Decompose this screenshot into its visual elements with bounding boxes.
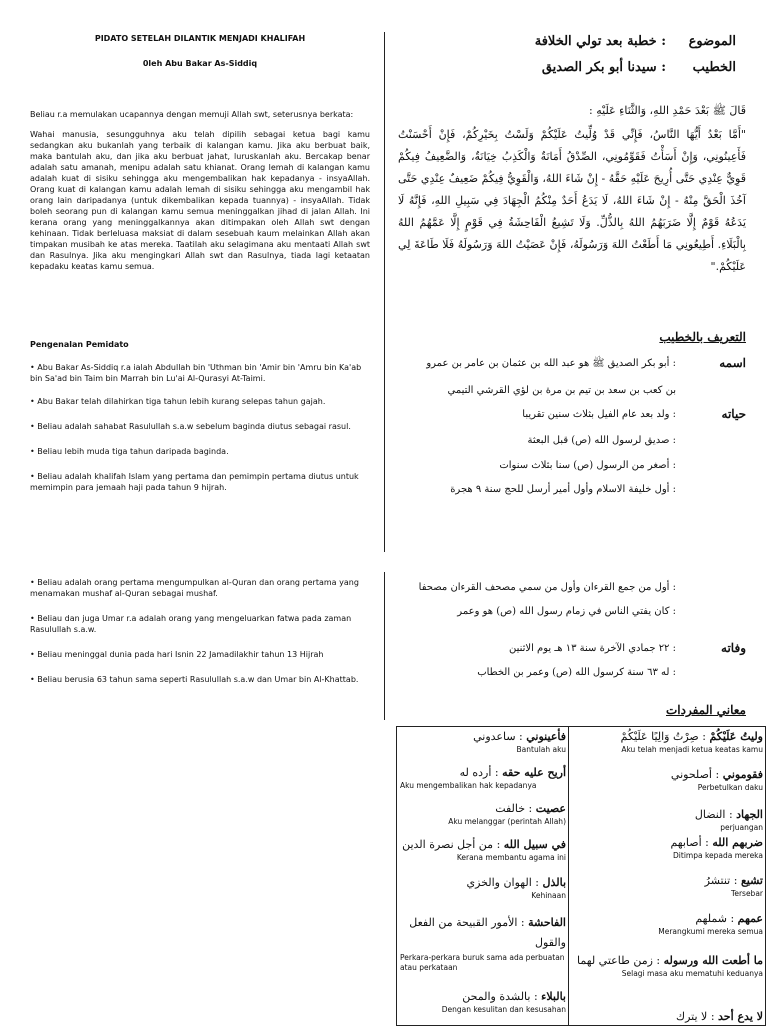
vocab-cell-right: ضربهم الله : أصابهم Ditimpa kepada mereka: [670, 836, 763, 860]
bio-more-line: : أول من جمع القرءان وأول من سمي مصحف القرءان مصحفا: [418, 582, 676, 593]
vocab-cell-right: فقوموني : أصلحوني Perbetulkan daku: [670, 768, 763, 792]
speech-author: 0leh Abu Bakar As-Siddiq: [142, 59, 258, 68]
more-bullet: • Beliau meninggal dunia pada hari Isnin 22 Jamadilakhir tahun 13 Hijrah: [30, 650, 324, 659]
column-divider-bottom: [384, 572, 385, 720]
vocab-cell-left: عصيت : خالفت Aku melanggar (perintah Allah): [448, 802, 566, 826]
more-bullet-list: [30, 577, 370, 691]
speech-text-arabic: "أَمَّا بَعْدُ أَيُّهَا النَّاسُ، فَإِنِّي قَدْ وُلِّيتُ عَلَيْكُمْ وَلَسْتُ بِخَيْرِكُمْ، فَإِنْ أَحْسَنْتُ فَأَعِينُونِي، وَإِنْ أَسَأْتُ فَقَوِّمُونِي، الصِّدْقُ أَمَانَةٌ وَالْكَذِبُ خِيَانَةٌ، وَالضَّعِيفُ فِيكُمْ قَوِيٌّ عِنْدِي حَتَّى أُرِيحَ عَلَيْهِ حَقَّهُ - إِنْ شَاءَ اللهُ، وَالْقَوِيُّ فِيكُمْ ضَعِيفٌ عِنْدِي حَتَّى آخُذَ الْحَقَّ مِنْهُ - إِنْ شَاءَ اللهُ، لَا يَدَعُ أَحَدٌ مِنْكُمُ الْجِهَادَ فِي سَبِيلِ اللهِ، فَإِنَّهُ لَا يَدَعُهُ قَوْمٌ إِلَّا ضَرَبَهُمُ اللهُ بِالذُّلِّ. وَلَا تَشِيعُ الْفَاحِشَةُ فِي قَوْمٍ إِلَّا عَمَّهُمُ اللهُ بِالْبَلَاءِ. أَطِيعُونِي مَا أَطَعْتُ اللهَ وَرَسُولَهُ، فَإِنْ عَصَيْتُ اللهَ وَرَسُولَهُ فَلَا طَاعَةَ لِي عَلَيْكُمْ.": [398, 128, 746, 273]
topic-label: الموضوع: [688, 34, 736, 49]
intro-bullet-list: [30, 362, 370, 499]
speech-text-malay: Wahai manusia, sesungguhnya aku telah dipilih sebagai ketua bagi kamu sedangkan aku bukanlah yang terbaik di kalangan kamu. Jika aku berbuat baik, maka bantulah aku, dan jika aku berbuat jahat, luruskanlah aku. Bercakap benar adalah satu amanah, menipu adalah satu khianat. Orang lemah di kalangan kamu adalah kuat di sisiku sehingga aku mengembalikan hak kepadanya - insyaAllah. Orang kuat di kalangan kamu adalah lemah di sisiku sehingga aku mengambil hak orang lain daripadanya (untuk dikembalikan kepada tuannya) - insyaAllah. Tidak boleh seorang pun di kalangan kamu semua meninggalkan jihad di jalan Allah. Ini kerana orang yang meninggalkannya akan ditimpakan oleh Allah swt dengan kehinaan. Tidak berleluasa maksiat di dalam sesebuah kaum melainkan Allah akan timpakan musibah ke atas mereka. Taatilah aku selagimana aku mentaati Allah swt dan Rasulnya. Jika aku mengingkari Allah swt dan Rasulnya, tiada lagi ketaatan kepadaku keatas kamu semua.: [30, 130, 370, 271]
quote-intro: قَالَ ﷺ بَعْدَ حَمْدِ اللهِ، وَالثَّنَاءِ عَلَيْهِ :: [589, 104, 746, 117]
bio-death-line: : ٢٢ جمادي الآخرة سنة ١٣ هـ يوم الاثنين: [508, 643, 676, 654]
more-bullet: • Beliau adalah orang pertama mengumpulkan al-Quran dan orang pertama yang menamakan mushaf al-Quran sebagai mushaf.: [30, 578, 359, 598]
vocab-cell-left: الفاحشة : الأمور القبيحة من الفعل والقول Perkara-perkara buruk sama ada perbuatan atau perkataan: [400, 916, 566, 972]
speech-title: PIDATO SETELAH DILANTIK MENJADI KHALIFAH: [94, 34, 306, 43]
bio-death-line: : له ٦٣ سنة كرسول الله (ص) وعمر بن الخطاب: [477, 667, 676, 678]
vocab-cell-right: ما أطعت الله ورسوله : زمن طاعتي لهما Selagi masa aku mematuhi keduanya: [577, 954, 763, 978]
bio-more-line: : كان يفتي الناس في زمام رسول الله (ص) هو وعمر: [457, 606, 676, 617]
more-bullet: • Beliau dan juga Umar r.a adalah orang yang mengeluarkan fatwa pada zaman Rasulullah s.a.w.: [30, 614, 352, 634]
bio-name-label: اسمه: [719, 356, 746, 370]
bio-heading: التعريف بالخطيب: [659, 330, 746, 344]
bio-death-label: وفاته: [721, 641, 746, 655]
bio-life-label: حياته: [721, 407, 746, 421]
intro-bullet: • Abu Bakar telah dilahirkan tiga tahun lebih kurang selepas tahun gajah.: [30, 397, 326, 406]
intro-heading: Pengenalan Pemidato: [30, 340, 129, 349]
vocab-cell-right: وليتُ عَلَيْكُمْ : صِرْتُ وَالِيًا عَلَيْكُمْ Aku telah menjadi ketua keatas kamu: [620, 730, 763, 754]
bio-life-line: : ولد بعد عام الفيل بثلاث سنين تقريبا: [522, 409, 676, 420]
vocab-cell-left: فأعينوني : ساعدوني Bantulah aku: [473, 730, 566, 754]
vocab-table-divider: [568, 727, 569, 1025]
vocab-cell-left: بالذل : الهوان والخزي Kehinaan: [466, 876, 566, 900]
bio-name-line: بن كعب بن سعد بن تيم بن مرة بن لؤي القرشي التيمي: [447, 385, 676, 396]
speaker-value: : سيدنا أبو بكر الصديق: [541, 60, 666, 75]
topic-value: : خطبة بعد تولي الخلافة: [534, 34, 666, 49]
speech-intro: Beliau r.a memulakan ucapannya dengan memuji Allah swt, seterusnya berkata:: [30, 110, 354, 119]
column-divider-top: [384, 32, 385, 552]
intro-bullet: • Beliau lebih muda tiga tahun daripada baginda.: [30, 447, 229, 456]
bio-life-line: : صديق لرسول الله (ص) قبل البعثة: [527, 435, 676, 446]
intro-bullet: • Abu Bakar As-Siddiq r.a ialah Abdullah bin 'Uthman bin 'Amir bin 'Amru bin Ka'ab bin Sa'ad bin Taim bin Marrah bin Lu'ai Al-Qurasyi At-Taimi.: [30, 363, 362, 383]
vocab-cell-left: في سبيل الله : من أجل نصرة الدين Kerana membantu agama ini: [402, 838, 566, 862]
vocab-cell-left: بالبلاء : بالشدة والمحن Dengan kesulitan dan kesusahan: [441, 990, 566, 1014]
vocab-heading: معاني المفردات: [666, 703, 746, 717]
bio-life-line: : أول خليفة الاسلام وأول أمير أرسل للحج سنة ٩ هجرة: [450, 484, 676, 495]
speaker-label: الخطيب: [692, 60, 736, 75]
vocab-cell-right: الجهاد : النضال perjuangan: [694, 808, 763, 832]
bio-life-line: : أصغر من الرسول (ص) سنا بثلاث سنوات: [499, 460, 676, 471]
vocab-cell-right: تشيع : تنتشرُ Tersebar: [704, 874, 763, 898]
vocab-table: [396, 726, 766, 1026]
intro-bullet: • Beliau adalah khalifah Islam yang pertama dan pemimpin pertama diutus untuk memimpin para jemaah haji pada tahun 9 hijrah.: [30, 472, 359, 492]
more-bullet: • Beliau berusia 63 tahun sama seperti Rasulullah s.a.w dan Umar bin Al-Khattab.: [30, 675, 359, 684]
vocab-cell-left: أريح عليه حقه : أرده له Aku mengembalikan hak kepadanya: [400, 766, 566, 790]
intro-bullet: • Beliau adalah sahabat Rasulullah s.a.w sebelum baginda diutus sebagai rasul.: [30, 422, 351, 431]
vocab-cell-right: عمهم : شملهم Merangkumi mereka semua: [658, 912, 763, 936]
bio-name-line: : أبو بكر الصديق ﷺ هو عبد الله بن عثمان بن عامر بن عمرو: [426, 358, 676, 369]
vocab-cell-right: لا يدع أحد : لا يترك: [676, 1010, 763, 1023]
